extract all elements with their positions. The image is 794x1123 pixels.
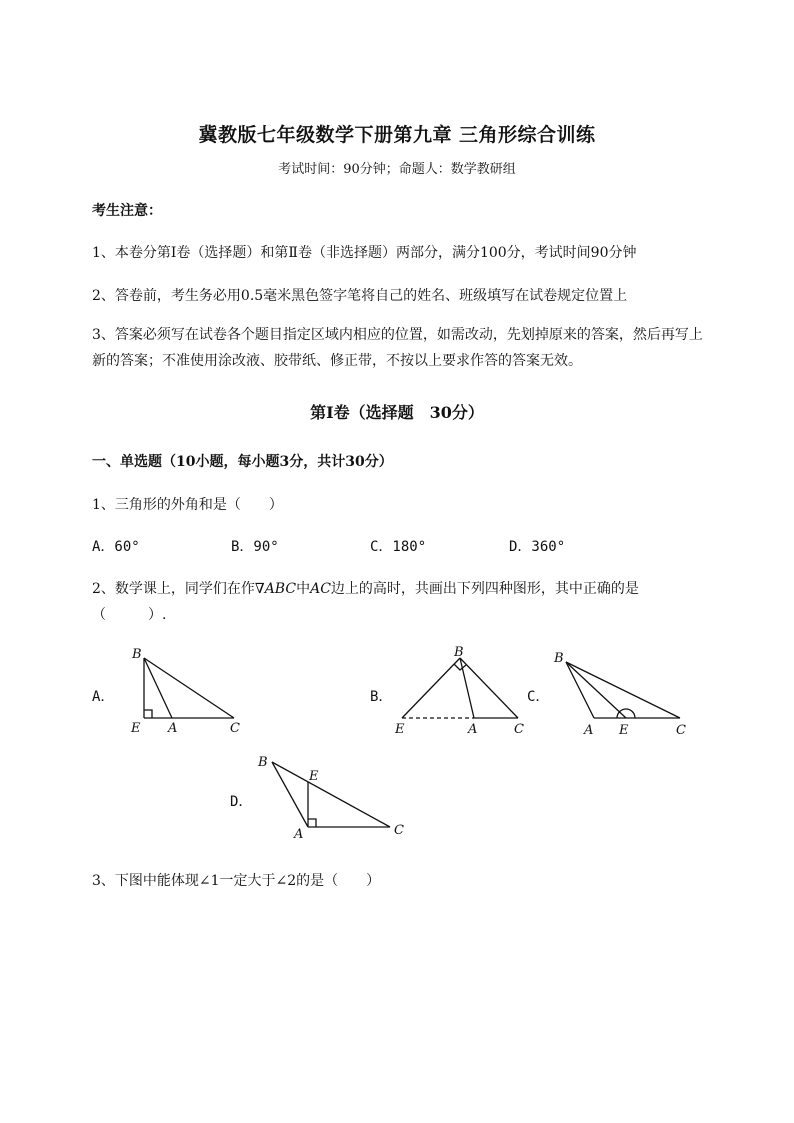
figure-c-label-c: C	[676, 723, 686, 738]
question-1-stem: 1、三角形的外角和是（ ）	[92, 497, 283, 513]
figure-a-right-angle-mark	[144, 710, 152, 718]
question-2-stem-after: 边上的高时，共画出下列四种图形，其中正确的是	[330, 581, 639, 597]
notice-item-2: 2、答卷前，考生务必用0.5毫米黑色签字笔将自己的姓名、班级填写在试卷规定位置上	[92, 288, 628, 304]
question-3-stem: 3、下图中能体现∠1一定大于∠2的是（ ）	[92, 873, 381, 889]
figure-c-side-ba	[566, 662, 594, 718]
question-2-stem-line2: （ ）.	[92, 607, 167, 623]
figure-a-label-c: C	[230, 721, 240, 736]
figure-a-label-a: A	[168, 721, 178, 736]
figure-d-right-angle-mark	[308, 819, 316, 827]
question-1-option-c[interactable]: C．180°	[370, 539, 427, 555]
notice-item-3: 3、答案必须写在试卷各个题目指定区域内相应的位置，如需改动，先划掉原来的答案，然后再写上新的答案；不准使用涂改液、胶带纸、修正带，不按以上要求作答的答案无效。	[92, 327, 703, 369]
figure-d-label-e: E	[309, 769, 319, 784]
question-1-option-a[interactable]: A．60°	[92, 539, 140, 555]
part-heading: 一、单选题（10小题，每小题3分，共计30分）	[92, 454, 393, 470]
page-title: 冀教版七年级数学下册第九章 三角形综合训练	[198, 124, 596, 146]
question-2-option-a-label[interactable]: A．	[92, 689, 115, 705]
question-2-stem	[92, 578, 639, 598]
figure-c-segment-be	[566, 662, 626, 718]
question-2-side: AC	[310, 581, 331, 597]
question-1-option-b[interactable]: B．90°	[231, 539, 279, 555]
question-2-triangle: ∇ABC	[254, 581, 297, 597]
figure-b-label-b: B	[454, 645, 464, 660]
figure-b-side-ba	[460, 658, 474, 718]
figure-b-right-angle-mark	[454, 664, 466, 670]
figure-b	[390, 640, 540, 740]
figure-c	[550, 640, 700, 740]
question-1-option-d[interactable]: D．360°	[509, 539, 566, 555]
figure-a	[120, 640, 250, 740]
figure-b-side-be	[402, 658, 460, 718]
notice-item-1: 1、本卷分第I卷（选择题）和第Ⅱ卷（非选择题）两部分，满分100分，考试时间90分钟	[92, 245, 637, 261]
figure-c-label-b: B	[554, 651, 564, 666]
question-2-option-d-label[interactable]: D．	[230, 794, 253, 810]
figure-d	[250, 750, 420, 850]
figure-a-label-b: B	[132, 647, 142, 662]
figure-c-label-a: A	[584, 723, 594, 738]
notice-heading: 考生注意：	[92, 203, 162, 219]
exam-info: 考试时间：90分钟；命题人：数学教研组	[278, 162, 516, 177]
figure-c-label-e: E	[619, 723, 629, 738]
question-2-stem-mid: 中	[296, 581, 311, 597]
figure-b-label-e: E	[395, 722, 405, 737]
figure-a-label-e: E	[131, 721, 141, 736]
figure-d-label-a: A	[294, 827, 304, 842]
question-2-option-c-label[interactable]: C．	[527, 689, 550, 705]
figure-d-label-c: C	[394, 823, 404, 838]
figure-b-side-bc	[460, 658, 518, 718]
section-title: 第I卷（选择题 30分）	[310, 403, 484, 422]
figure-b-label-a: A	[468, 722, 478, 737]
figure-c-angle-arc	[617, 709, 635, 718]
question-2-stem-before: 2、数学课上，同学们在作	[92, 581, 255, 597]
question-2-option-b-label[interactable]: B．	[370, 689, 393, 705]
figure-b-label-c: C	[514, 722, 524, 737]
figure-d-label-b: B	[258, 755, 268, 770]
